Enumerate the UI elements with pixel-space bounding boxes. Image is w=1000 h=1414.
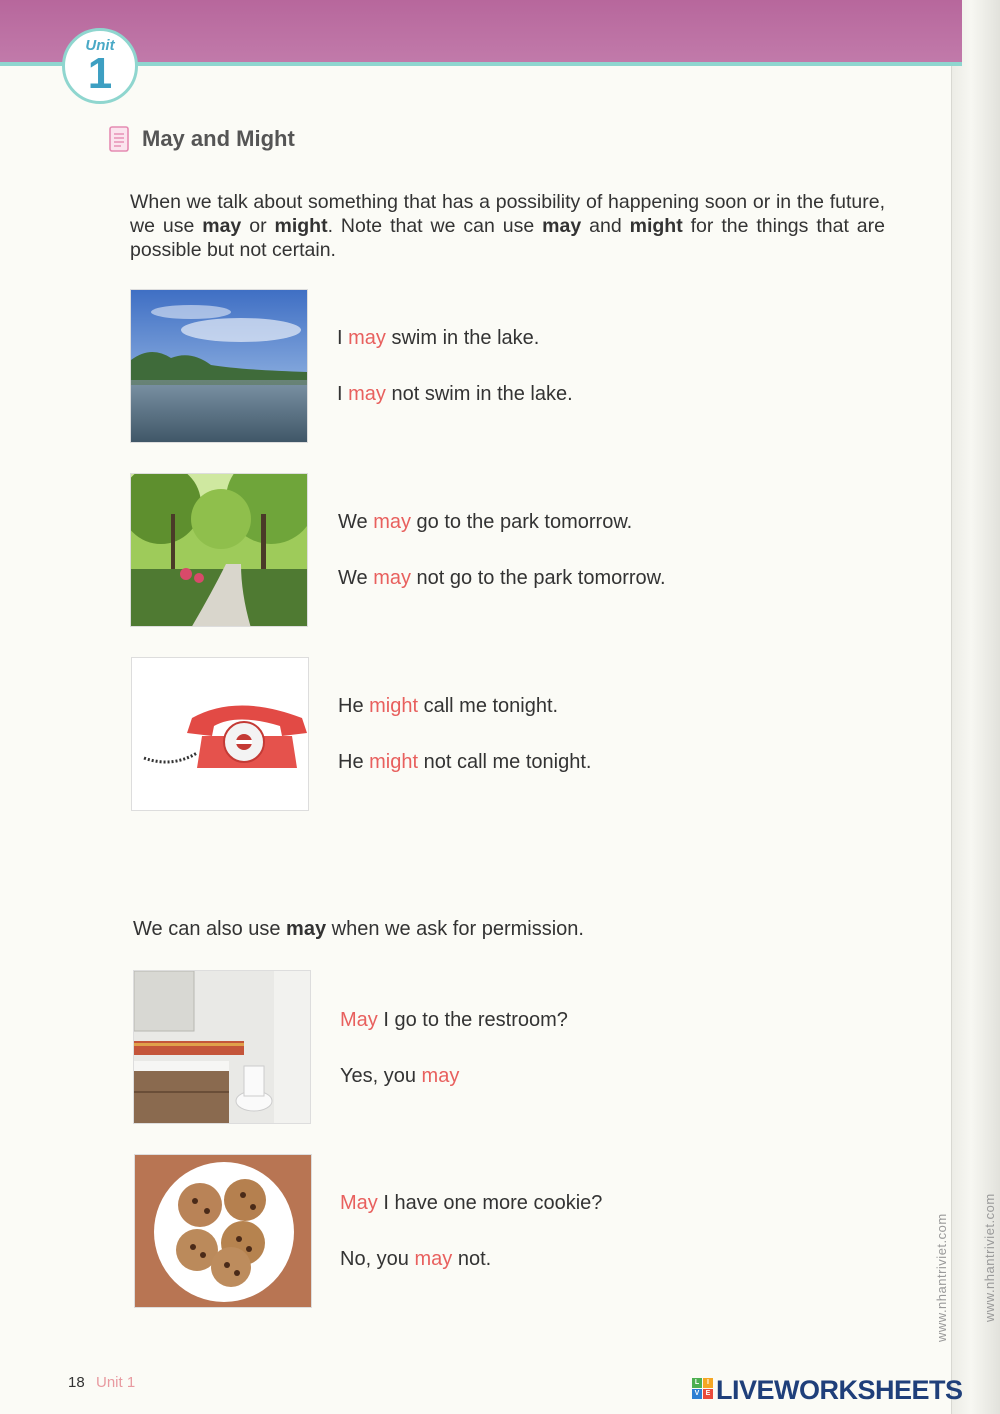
sentence-text: Yes, you: [340, 1065, 422, 1087]
example-sentence: [337, 383, 573, 406]
modal-verb: might: [369, 751, 419, 773]
logo-squares-icon: L I V E: [692, 1378, 714, 1400]
unit-badge: [62, 28, 138, 104]
example-sentence: [340, 1065, 459, 1088]
sentence-text: We: [338, 511, 374, 533]
sentence-text: He: [338, 751, 370, 773]
unit-word: Unit: [85, 37, 115, 54]
restroom-photo: [133, 970, 311, 1124]
lake-photo: [130, 289, 308, 443]
modal-verb: may: [348, 383, 386, 405]
modal-verb: may: [373, 567, 411, 589]
intro-bold-might: might: [274, 215, 328, 237]
page-number: 18: [68, 1374, 85, 1391]
intro-text: and: [581, 215, 630, 237]
header-rule: [0, 62, 962, 66]
example-sentence: [337, 327, 539, 350]
modal-verb: may: [414, 1248, 453, 1270]
modal-verb: may: [421, 1065, 460, 1087]
sentence-text: No, you: [340, 1248, 415, 1270]
footer-unit-label: Unit 1: [96, 1374, 136, 1391]
sentence-text: I go to the restroom?: [377, 1009, 568, 1031]
intro-bold-might: might: [629, 215, 683, 237]
sentence-text: not.: [452, 1248, 492, 1270]
sentence-text: when we ask for permission.: [326, 918, 584, 940]
sentence-text: go to the park tomorrow.: [411, 511, 633, 533]
example-sentence: [340, 1009, 568, 1032]
example-sentence: [338, 751, 591, 774]
intro-bold-may: may: [202, 215, 242, 237]
sentence-text: We: [338, 567, 374, 589]
intro-text: or: [241, 215, 275, 237]
sentence-text: not swim in the lake.: [385, 383, 573, 405]
permission-note: [133, 918, 584, 941]
sentence-text: I have one more cookie?: [377, 1192, 603, 1214]
intro-text: for the things that are possible but not certain.: [130, 215, 885, 261]
page-title: May and Might: [142, 126, 295, 151]
sentence-text: I: [337, 327, 349, 349]
example-sentence: [338, 511, 632, 534]
intro-text: When we talk about something that has a possibility of happening soon or in the future, we use: [130, 191, 885, 237]
logo-text: LIVEWORKSHEETS: [716, 1375, 963, 1405]
intro-paragraph: [130, 190, 885, 262]
modal-verb: May: [340, 1192, 378, 1214]
sentence-text: not go to the park tomorrow.: [411, 567, 666, 589]
note-icon: [108, 125, 132, 153]
modal-verb: might: [369, 695, 419, 717]
watermark: www.nhantriviet.com: [982, 1193, 997, 1322]
sentence-text: He: [338, 695, 370, 717]
sentence-text: not call me tonight.: [418, 751, 592, 773]
modal-verb: may: [348, 327, 386, 349]
watermark: www.nhantriviet.com: [934, 1213, 949, 1342]
sentence-text: I: [337, 383, 349, 405]
header-band: [0, 0, 962, 62]
intro-bold-may: may: [542, 215, 582, 237]
example-sentence: [340, 1192, 602, 1215]
sentence-text: swim in the lake.: [385, 327, 540, 349]
example-sentence: [338, 695, 558, 718]
intro-text: . Note that we can use: [327, 215, 543, 237]
telephone-photo: [131, 657, 309, 811]
sentence-text: We can also use: [133, 918, 287, 940]
unit-number: 1: [87, 49, 113, 98]
sentence-text: call me tonight.: [418, 695, 559, 717]
cookies-photo: [134, 1154, 312, 1308]
park-photo: [130, 473, 308, 627]
modal-verb: May: [340, 1009, 378, 1031]
example-sentence: [338, 567, 666, 590]
example-sentence: [340, 1248, 491, 1271]
modal-verb: may: [373, 511, 411, 533]
bold-may: may: [286, 918, 327, 940]
